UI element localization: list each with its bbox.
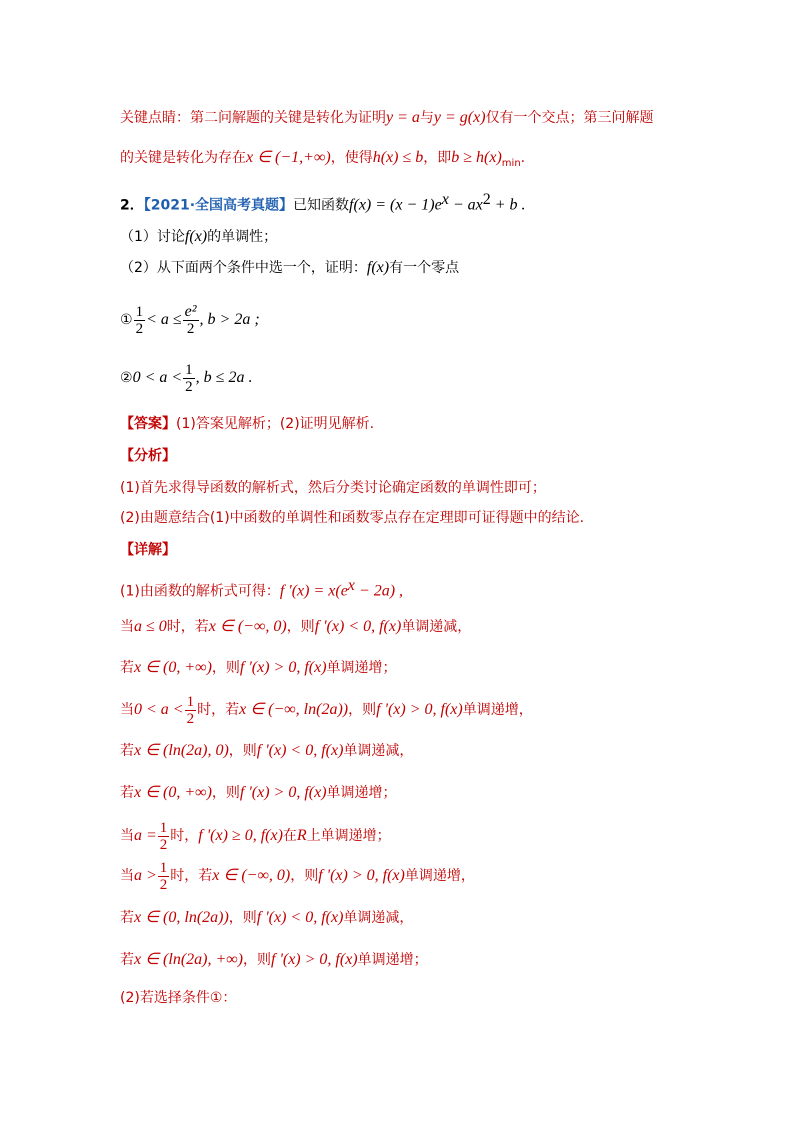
detail-text: 当 [120, 828, 134, 844]
problem-number: 2． [120, 197, 144, 214]
math-expression: x ∈ (0, +∞) [134, 659, 212, 676]
detail-text: ，则 [228, 743, 257, 759]
fraction-denominator: 2 [186, 710, 195, 727]
detail-text: 单调递增； [326, 785, 397, 801]
math-expression: x ∈ (ln(2a), +∞) [134, 951, 243, 968]
detail-text: ，则 [211, 785, 240, 801]
question-text: 的单调性； [207, 229, 278, 245]
detail-text: ，则 [290, 868, 319, 884]
detail-text: 时，若 [170, 868, 213, 884]
fraction-denominator: 2 [185, 378, 193, 395]
detail-text: 若 [120, 910, 134, 926]
detail-line-3 [120, 658, 397, 678]
fraction [183, 304, 199, 337]
problem-intro: 已知函数 [293, 197, 350, 214]
detail-text: ： [222, 990, 237, 1006]
problem-source: 【2021·全国高考真题】 [143, 197, 294, 214]
fraction-denominator: 2 [159, 876, 168, 893]
detail-line-2 [120, 617, 471, 637]
math-expression: f '(x) > 0, f(x) [376, 701, 463, 718]
detail-text: ，则 [286, 619, 315, 635]
detail-line-5 [120, 741, 413, 761]
detail-text: 若 [120, 952, 134, 968]
condition-mark: ② [120, 370, 133, 386]
function-definition: + b . [490, 196, 526, 214]
key-point-text: 的关键是转化为存在 [120, 150, 246, 166]
detail-text: 上单调递增； [306, 828, 391, 844]
math-expression: h(x) ≤ b [372, 149, 424, 166]
math-expression: x ∈ (0, +∞) [134, 784, 212, 801]
answer-text: (1)答案见解析；(2)证明见解析. [176, 416, 375, 432]
condition-2 [120, 360, 252, 396]
math-expression: f '(x) < 0, f(x) [256, 742, 344, 759]
fraction-numerator: 1 [159, 859, 168, 876]
key-point-text: ，使得 [330, 150, 373, 166]
math-expression: − 2a) , [354, 582, 404, 600]
fraction-denominator: 2 [159, 836, 168, 853]
math-expression: f(x) [184, 228, 208, 245]
detail-text: 时，若 [166, 619, 209, 635]
fraction-numerator: 1 [159, 819, 168, 836]
fraction-numerator: 1 [186, 693, 195, 710]
detail-text: (1)由函数的解析式可得： [120, 583, 280, 600]
math-expression: f '(x) < 0, f(x) [314, 618, 402, 635]
detail-label: 【详解】 [120, 542, 176, 558]
detail-line-9 [120, 908, 413, 928]
fraction [158, 820, 170, 853]
detail-text: 单调递减， [343, 743, 414, 759]
key-point-text: 仅有一个交点；第三问解题 [485, 110, 654, 126]
math-expression: x ∈ (−∞, ln(2a)) [239, 701, 349, 718]
math-expression: b ≥ h(x) [451, 149, 502, 166]
function-definition: f(x) = (x − 1)e [349, 196, 442, 214]
math-expression: f '(x) > 0, f(x) [239, 784, 327, 801]
fraction [185, 694, 197, 727]
fraction-denominator: 2 [135, 320, 144, 337]
math-expression: f '(x) > 0, f(x) [271, 951, 358, 968]
fraction [183, 362, 195, 395]
key-point-text: ，即 [423, 150, 452, 166]
condition-mark: ① [209, 990, 223, 1006]
math-expression: 0 < a < [134, 701, 184, 718]
detail-text: 单调递增， [404, 868, 475, 884]
detail-text: 若 [120, 660, 134, 676]
superscript: 2 [482, 191, 491, 208]
analysis-line-1: (1)首先求得导函数的解析式，然后分类讨论确定函数的单调性即可； [120, 480, 546, 496]
math-expression: f '(x) > 0, f(x) [318, 867, 405, 884]
detail-text: 在 [282, 828, 297, 844]
problem-header [120, 190, 526, 216]
math-expression: a ≤ 0 [134, 618, 167, 635]
detail-text: 当 [120, 702, 134, 718]
detail-text: 时， [170, 828, 199, 844]
math-expression: 0 < a < [132, 369, 183, 386]
analysis-label: 【分析】 [120, 448, 176, 464]
answer-label: 【答案】 [120, 416, 176, 432]
math-expression: R [296, 827, 307, 844]
detail-text: 当 [120, 619, 134, 635]
detail-text: 单调递增； [326, 660, 397, 676]
detail-line-8 [120, 858, 475, 894]
analysis-line-2: (2)由题意结合(1)中函数的单调性和函数零点存在定理即可证得题中的结论. [120, 510, 585, 526]
detail-text: (2)若选择条件 [120, 990, 210, 1006]
math-expression: x ∈ (−∞, 0) [208, 618, 287, 635]
math-expression: x ∈ (0, ln(2a)) [134, 909, 229, 926]
math-expression: f '(x) ≥ 0, f(x) [198, 827, 283, 844]
math-expression: y = g(x) [433, 109, 486, 126]
math-expression: < a ≤ [146, 311, 182, 328]
fraction [134, 304, 146, 337]
detail-text: ，则 [348, 702, 377, 718]
math-expression: a = [134, 827, 157, 844]
subscript: min [501, 157, 521, 169]
detail-text: ，则 [228, 910, 257, 926]
key-point-line-1 [120, 108, 654, 128]
detail-text: 当 [120, 868, 134, 884]
math-expression: x ∈ (ln(2a), 0) [134, 742, 229, 759]
math-expression: x ∈ (−∞, 0) [212, 867, 291, 884]
detail-text: 单调递增， [462, 702, 533, 718]
detail-line-6 [120, 783, 397, 803]
math-expression: f '(x) = x(e [279, 582, 348, 600]
condition-1 [120, 302, 260, 338]
math-expression: x ∈ (−1,+∞) [246, 149, 331, 166]
question-text: 有一个零点 [389, 260, 460, 276]
detail-line-10 [120, 950, 428, 970]
detail-text: ，则 [243, 952, 271, 968]
question-2 [120, 258, 459, 278]
key-point-text: . [520, 150, 526, 166]
function-definition: − ax [448, 196, 483, 214]
detail-line-4 [120, 692, 533, 728]
condition-mark: ① [120, 312, 133, 328]
fraction [158, 860, 170, 893]
math-expression: f(x) [366, 259, 390, 276]
fraction-numerator: 1 [135, 303, 144, 320]
fraction-numerator: 1 [185, 361, 193, 378]
detail-line-7 [120, 818, 391, 854]
detail-text: 单调递增； [357, 952, 428, 968]
key-point-text: 与 [419, 110, 434, 126]
math-expression: , b ≤ 2a . [195, 369, 253, 386]
detail-line-11 [120, 988, 236, 1008]
detail-text: 若 [120, 785, 134, 801]
key-point-text: 关键点睛：第二问解题的关键是转化为证明 [120, 110, 386, 126]
detail-text: 若 [120, 743, 134, 759]
detail-line-1 [120, 576, 403, 602]
fraction-denominator: 2 [186, 320, 195, 337]
detail-text: 单调递减， [401, 619, 472, 635]
answer-line [120, 414, 374, 434]
math-expression: , b > 2a ; [199, 311, 260, 328]
superscript: x [347, 577, 355, 594]
superscript: x [441, 191, 449, 208]
question-label: （2）从下面两个条件中选一个，证明： [120, 260, 367, 276]
detail-text: 时，若 [197, 702, 240, 718]
fraction-numerator: e² [184, 302, 197, 320]
math-expression: f '(x) > 0, f(x) [239, 659, 327, 676]
question-label: （1）讨论 [120, 229, 185, 245]
key-point-line-2 [120, 148, 525, 174]
question-1 [120, 227, 277, 247]
math-expression: f '(x) < 0, f(x) [256, 909, 344, 926]
detail-text: 单调递减， [343, 910, 414, 926]
math-expression: y = a [386, 109, 420, 126]
math-expression: a > [134, 867, 157, 884]
detail-text: ，则 [211, 660, 240, 676]
